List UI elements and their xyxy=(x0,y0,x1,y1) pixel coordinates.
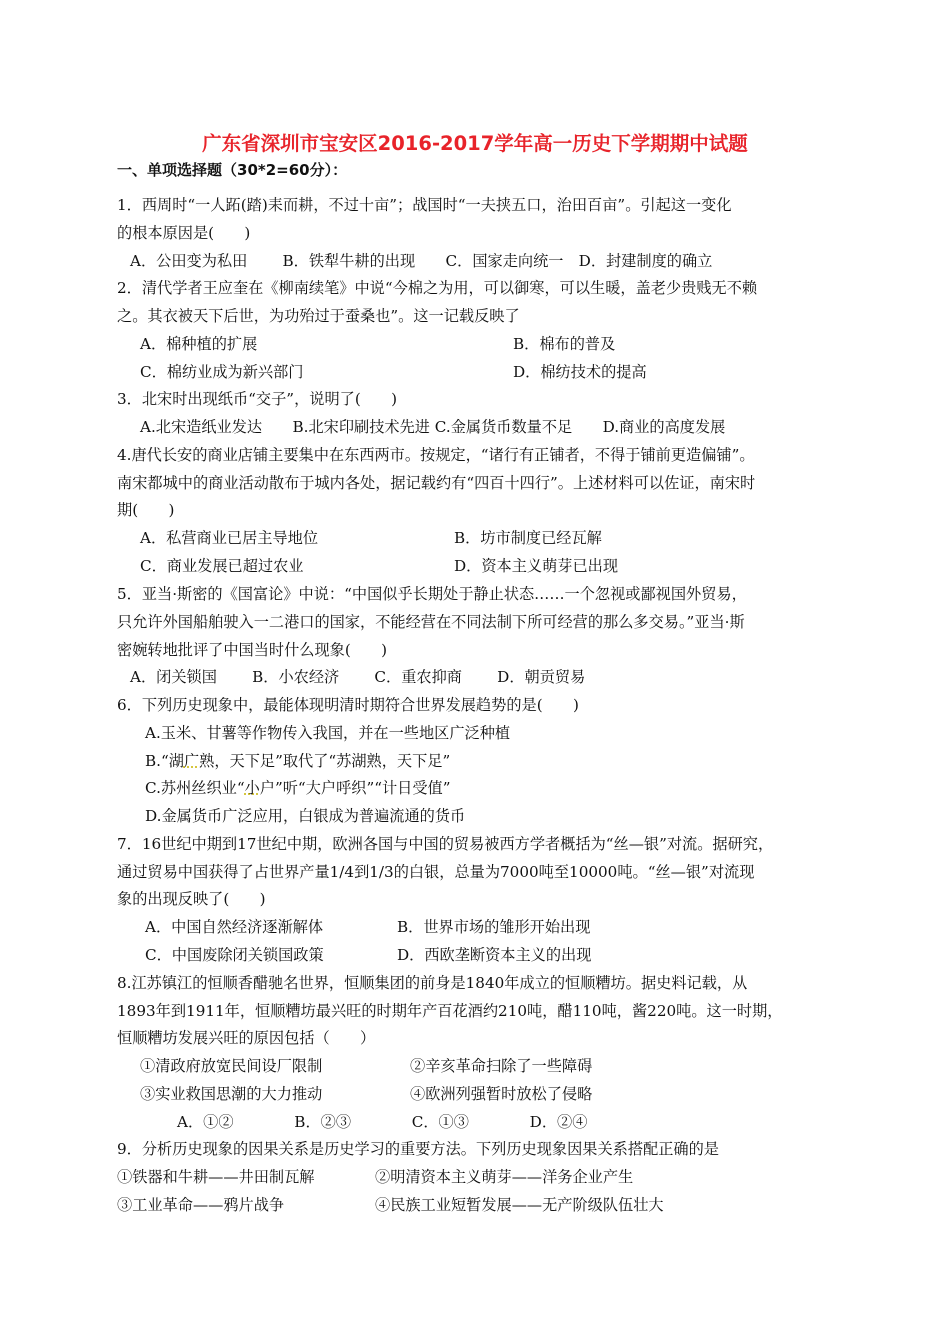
question-9-item-4: ④民族工业短暂发展——无产阶级队伍壮大 xyxy=(375,1196,664,1214)
question-2-stem: 2．清代学者王应奎在《柳南续笔》中说“今棉之为用，可以御寒，可以生暖，盖老少贵贱无不赖 xyxy=(117,279,758,297)
question-7-stem-end: 象的出现反映了( ) xyxy=(117,890,266,908)
question-2-option-b: B．棉布的普及 xyxy=(513,335,616,353)
option-b-marked-text: 广 xyxy=(183,752,200,770)
question-8-item-3: ③实业救国思潮的大力推动 xyxy=(140,1085,323,1103)
question-2-option-c: C．棉纺业成为新兴部门 xyxy=(140,363,304,381)
question-2-option-d: D．棉纺技术的提高 xyxy=(513,363,647,381)
question-8-item-4: ④欧洲列强暂时放松了侵略 xyxy=(410,1085,593,1103)
question-9-item-1: ①铁器和牛耕——井田制瓦解 xyxy=(117,1168,315,1186)
question-8-item-2: ②辛亥革命扫除了一些障碍 xyxy=(410,1057,593,1075)
question-5-stem-end: 密婉转地批评了中国当时什么现象( ) xyxy=(117,641,388,659)
question-9-item-2: ②明清资本主义萌芽——洋务企业产生 xyxy=(375,1168,634,1186)
exam-title: 广东省深圳市宝安区2016-2017学年高一历史下学期期中试题 xyxy=(202,132,748,155)
option-b-text: B.“湖 xyxy=(145,752,184,770)
question-6-option-d: D.金属货币广泛应用，白银成为普遍流通的货币 xyxy=(145,807,466,825)
question-4-stem-cont: 南宋都城中的商业活动散布于城内各处，据记载约有“四百十四行”。上述材料可以佐证，南宋时 xyxy=(117,474,756,492)
question-6-option-b xyxy=(145,751,450,771)
question-6-stem: 6．下列历史现象中，最能体现明清时期符合世界发展趋势的是( ) xyxy=(117,696,579,714)
question-5-stem-cont: 只允许外国船舶驶入一二港口的国家，不能经营在不同法制下所可经营的那么多交易。”亚当·斯 xyxy=(117,613,745,631)
question-6-option-c xyxy=(145,778,451,798)
question-1-stem: 1．西周时“一人跖(踏)耒而耕，不过十亩”；战国时“一夫挟五口，治田百亩”。引起这一变化 xyxy=(117,196,732,214)
question-1-stem-cont: 的根本原因是( ) xyxy=(117,224,251,242)
question-2-stem-cont: 之。其衣被天下后世，为功殆过于蚕桑也”。这一记载反映了 xyxy=(117,307,520,325)
question-8-stem-end: 恒顺糟坊发展兴旺的原因包括（ ） xyxy=(117,1029,376,1047)
question-5-stem: 5．亚当·斯密的《国富论》中说：“中国似乎长期处于静止状态……一个忽视或鄙视国外贸易， xyxy=(117,585,747,603)
question-4-option-b: B．坊市制度已经瓦解 xyxy=(454,529,602,547)
section-heading: 一、单项选择题（30*2=60分）： xyxy=(117,161,348,179)
question-1-options: A．公田变为私田 B．铁犁牛耕的出现 C．国家走向统一 D．封建制度的确立 xyxy=(130,252,713,270)
question-8-options: A．①② B．②③ C．①③ D．②④ xyxy=(177,1113,588,1131)
question-7-option-a: A．中国自然经济逐渐解体 xyxy=(145,918,324,936)
question-6-option-a: A.玉米、甘薯等作物传入我国，并在一些地区广泛种植 xyxy=(145,724,511,742)
question-9-stem: 9．分析历史现象的因果关系是历史学习的重要方法。下列历史现象因果关系搭配正确的是 xyxy=(117,1140,719,1158)
question-7-option-b: B．世界市场的雏形开始出现 xyxy=(397,918,591,936)
question-7-stem: 7．16世纪中期到17世纪中期，欧洲各国与中国的贸易被西方学者概括为“丝—银”对流。据研究， xyxy=(117,835,774,853)
question-4-option-d: D．资本主义萌芽已出现 xyxy=(454,557,619,575)
option-c-text-end: 户”听“大户呼织”“计日受值” xyxy=(259,779,451,797)
question-7-option-d: D．西欧垄断资本主义的出现 xyxy=(397,946,592,964)
question-8-stem-cont: 1893年到1911年，恒顺糟坊最兴旺的时期年产百花酒约210吨，醋110吨，酱220吨。这一时期， xyxy=(117,1002,783,1020)
option-b-text-end: 熟，天下足”取代了“苏湖熟，天下足” xyxy=(199,752,451,770)
question-8-item-1: ①清政府放宽民间设厂限制 xyxy=(140,1057,323,1075)
question-3-options: A.北宋造纸业发达 B.北宋印刷技术先进 C.金属货币数量不足 D.商业的高度发展 xyxy=(140,418,726,436)
option-c-text: C.苏州丝织业“ xyxy=(145,779,245,797)
question-9-item-3: ③工业革命——鸦片战争 xyxy=(117,1196,285,1214)
option-c-marked-text: 小 xyxy=(244,779,260,797)
question-7-option-c: C．中国废除闭关锁国政策 xyxy=(145,946,324,964)
question-4-option-a: A．私营商业已居主导地位 xyxy=(140,529,319,547)
question-4-option-c: C．商业发展已超过农业 xyxy=(140,557,304,575)
question-5-options: A．闭关锁国 B．小农经济 C．重农抑商 D．朝贡贸易 xyxy=(130,668,586,686)
question-4-stem-end: 期( ) xyxy=(117,501,175,519)
question-7-stem-cont: 通过贸易中国获得了占世界产量1/4到1/3的白银，总量为7000吨至10000吨。“丝—银”对流现 xyxy=(117,863,755,881)
question-2-option-a: A．棉种植的扩展 xyxy=(140,335,258,353)
question-4-stem: 4.唐代长安的商业店铺主要集中在东西两市。按规定，“诸行有正铺者，不得于铺前更造偏铺”。 xyxy=(117,446,755,464)
question-3-stem: 3．北宋时出现纸币“交子”，说明了( ) xyxy=(117,390,398,408)
question-8-stem: 8.江苏镇江的恒顺香醋驰名世界，恒顺集团的前身是1840年成立的恒顺糟坊。据史料记载，从 xyxy=(117,974,748,992)
